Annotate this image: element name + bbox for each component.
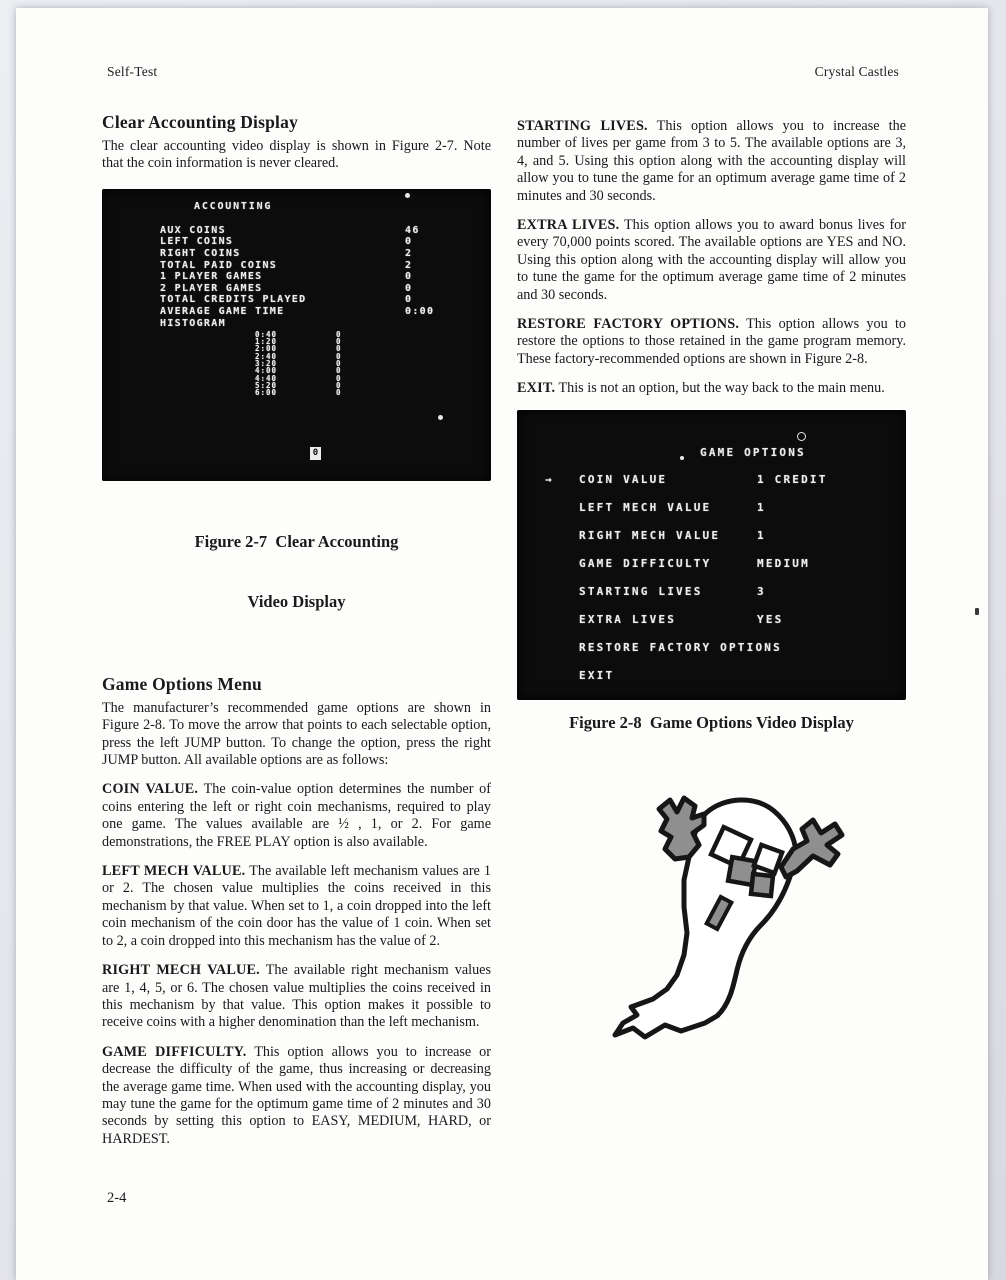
definition-starting-lives: STARTING LIVES. This option allows you to increase the number of lives per game from 3 to 5. The available options are 3, 4, and 5. Using this option along with the accounting display will allow you to tune the game for an optimum average game time of 2 minutes and 30 seconds. — [517, 118, 906, 204]
accounting-row: TOTAL PAID COINS 2 — [160, 259, 413, 271]
game-options-row: RESTORE FACTORY OPTIONS — [579, 640, 782, 654]
manual-page — [16, 8, 988, 1280]
game-options-row: STARTING LIVES 3 — [579, 584, 766, 598]
definition-term: RIGHT MECH VALUE. — [102, 962, 260, 979]
header-game-title: Crystal Castles — [814, 64, 899, 79]
game-options-row: EXTRA LIVES YES — [579, 612, 784, 626]
accounting-row: 2 PLAYER GAMES 0 — [160, 282, 413, 294]
screen-artifact-dot — [680, 456, 684, 460]
definition-extra-lives: EXTRA LIVES. This option allows you to award bonus lives for every 70,000 points scored. The available options are YES and NO. Using this option along with the accounting display will allow you to tune the game for the optimum average game time of 2 minutes and 30 seconds. — [517, 217, 906, 303]
definition-term: COIN VALUE. — [102, 781, 199, 798]
histogram-row: 0:40 0 — [255, 329, 342, 339]
definition-term: STARTING LIVES. — [517, 118, 648, 134]
figure-2-8-game-options-screen — [517, 410, 906, 700]
figure-2-7-accounting-screen — [102, 189, 491, 481]
histogram-row: 2:40 0 — [255, 351, 342, 361]
left-column — [102, 112, 491, 1160]
histogram-row: 4:40 0 — [255, 373, 342, 383]
histogram-row: 3:20 0 — [255, 359, 342, 368]
screen-artifact-dot — [438, 415, 443, 420]
ghost-character-illustration — [609, 785, 889, 1045]
histogram-row: 6:00 0 — [255, 388, 342, 398]
header-section-title: Self-Test — [107, 64, 158, 79]
accounting-screen-title: ACCOUNTING — [194, 200, 273, 212]
definition-term: LEFT MECH VALUE. — [102, 863, 246, 880]
game-options-row: EXIT — [579, 668, 615, 682]
histogram-row: 1:20 0 — [255, 337, 342, 347]
figure-2-7-caption: Figure 2-7 Clear Accounting Video Display — [194, 531, 399, 611]
definition-term: EXTRA LIVES. — [517, 217, 620, 234]
scan-artifact-speck — [975, 608, 979, 615]
accounting-row: LEFT COINS 0 — [160, 236, 413, 248]
ghost-character-art — [609, 785, 889, 1045]
definition-term: EXIT. — [517, 380, 556, 397]
accounting-row: HISTOGRAM — [160, 317, 226, 329]
figure-2-8-caption: Figure 2-8 Game Options Video Display — [569, 712, 854, 732]
selection-arrow-icon: → — [545, 472, 554, 486]
page-number: 2-4 — [107, 1190, 127, 1206]
game-options-row: → COIN VALUE 1 CREDIT — [545, 473, 828, 501]
definition-left-mech-value: LEFT MECH VALUE. The available left mechanism values are 1 or 2. The chosen value multiplies the coins received in this mechanism by that value. When set to 1, a coin dropped into the left coin mechanism of the coin door has the value of 1 coin. When set to 2, a coin dropped into this mechanism has the value of 2. — [102, 863, 492, 949]
game-options-row: GAME DIFFICULTY MEDIUM — [579, 556, 810, 570]
accounting-row: AUX COINS 46 — [160, 224, 420, 236]
game-options-intro: The manufacturer’s recommended game options are shown in Figure 2-8. To move the arrow that points to each selectable option, press the left JUMP button. To change the option, press the right JUMP button. All available options are as follows: — [102, 699, 491, 769]
game-options-screen-title: GAME OPTIONS — [700, 445, 806, 459]
definition-exit: EXIT. This is not an option, but the way back to the main menu. — [517, 380, 885, 397]
game-options-row: RIGHT MECH VALUE 1 — [579, 528, 766, 542]
running-header — [107, 64, 899, 80]
accounting-histogram — [255, 331, 342, 397]
definition-coin-value: COIN VALUE. The coin-value option determines the number of coins entering the left or right coin mechanisms, required to play one game. The values available are ½ , 1, or 2. For game demonstrations, the FREE PLAY option is also available. — [102, 781, 492, 850]
clear-accounting-intro: The clear accounting video display is shown in Figure 2-7. Note that the coin information is never cleared. — [102, 138, 491, 172]
definition-restore-factory-options: RESTORE FACTORY OPTIONS. This option allows you to restore the options to those retained in the game program memory. These factory-recommended options are shown in Figure 2-8. — [517, 316, 906, 367]
accounting-row: 1 PLAYER GAMES 0 — [160, 271, 413, 283]
section-heading-game-options: Game Options Menu — [102, 673, 262, 694]
definition-term: GAME DIFFICULTY. — [102, 1043, 247, 1060]
accounting-row: AVERAGE GAME TIME 0:00 — [160, 305, 435, 317]
accounting-row: TOTAL CREDITS PLAYED 0 — [160, 294, 413, 306]
histogram-row: 4:00 0 — [255, 366, 342, 376]
right-column — [517, 112, 906, 1045]
section-heading-clear-accounting: Clear Accounting Display — [102, 112, 299, 132]
screen-artifact-ring — [797, 432, 806, 441]
definition-term: RESTORE FACTORY OPTIONS. — [517, 316, 740, 333]
definition-right-mech-value: RIGHT MECH VALUE. The available right mechanism values are 1, 4, 5, or 6. The chosen value multiplies the coins received in this mechanism by that value. This option makes it possible to receive coins with a higher denomination than the left mechanism. — [102, 962, 492, 1031]
histogram-row: 2:00 0 — [255, 344, 342, 354]
game-options-row: LEFT MECH VALUE 1 — [579, 500, 766, 514]
game-options-rows — [545, 473, 828, 697]
histogram-row: 5:20 0 — [255, 380, 342, 390]
definition-game-difficulty: GAME DIFFICULTY. This option allows you to increase or decrease the difficulty of the game, thus increasing or decreasing the average game time. When used with the accounting display, you may tune the game for the optimum game time of 2 minutes and 30 seconds by setting this option to EASY, MEDIUM, HARD, or HARDEST. — [102, 1043, 491, 1147]
screen-artifact-dot — [405, 193, 410, 198]
screen-footer-digit: 0 — [310, 447, 321, 460]
accounting-rows — [160, 225, 434, 329]
accounting-row: RIGHT COINS 2 — [160, 248, 413, 259]
